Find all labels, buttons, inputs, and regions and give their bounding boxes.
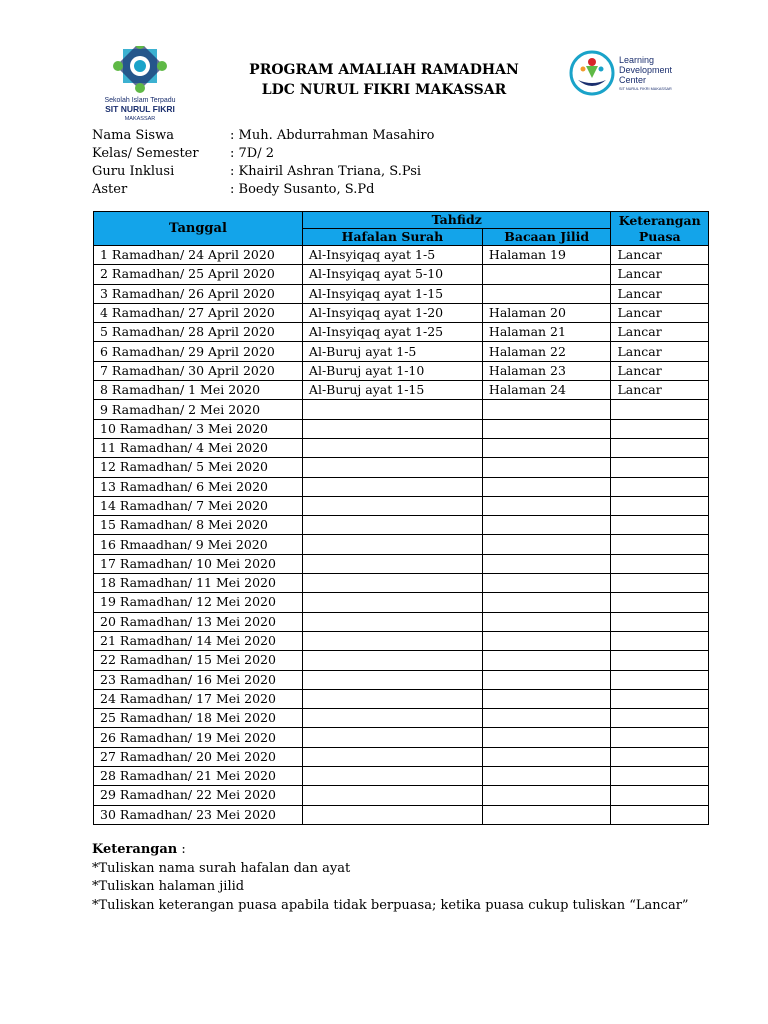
info-value: : 7D/ 2 (230, 145, 274, 163)
table-row (94, 535, 709, 554)
cell-hafalan (302, 689, 482, 708)
cell-hafalan: Al-Buruj ayat 1-5 (302, 342, 482, 361)
cell-tanggal: 2 Ramadhan/ 25 April 2020 (94, 265, 303, 284)
cell-tanggal: 22 Ramadhan/ 15 Mei 2020 (94, 651, 303, 670)
cell-keterangan (611, 400, 709, 419)
cell-hafalan (302, 477, 482, 496)
cell-keterangan: Lancar (611, 381, 709, 400)
cell-keterangan: Lancar (611, 303, 709, 322)
table-row (94, 265, 709, 284)
info-value: : Khairil Ashran Triana, S.Psi (230, 163, 421, 181)
cell-hafalan: Al-Buruj ayat 1-10 (302, 361, 482, 380)
info-value: : Muh. Abdurrahman Masahiro (230, 127, 434, 145)
cell-hafalan (302, 516, 482, 535)
cell-keterangan: Lancar (611, 342, 709, 361)
table-row (94, 670, 709, 689)
table-body (94, 246, 709, 825)
cell-jilid (482, 265, 611, 284)
cell-tanggal: 8 Ramadhan/ 1 Mei 2020 (94, 381, 303, 400)
table-row (94, 477, 709, 496)
table-row (94, 747, 709, 766)
cell-tanggal: 3 Ramadhan/ 26 April 2020 (94, 284, 303, 303)
title-line-1: PROGRAM AMALIAH RAMADHAN (249, 62, 519, 78)
cell-tanggal: 4 Ramadhan/ 27 April 2020 (94, 303, 303, 322)
info-label: Guru Inklusi (92, 164, 175, 179)
cell-hafalan: Al-Insyiqaq ayat 1-20 (302, 303, 482, 322)
cell-jilid (482, 767, 611, 786)
cell-keterangan (611, 612, 709, 631)
table-row (94, 709, 709, 728)
cell-tanggal: 13 Ramadhan/ 6 Mei 2020 (94, 477, 303, 496)
title-line-2: LDC NURUL FIKRI MAKASSAR (261, 82, 507, 98)
table-row (94, 342, 709, 361)
table-row (94, 767, 709, 786)
cell-jilid (482, 709, 611, 728)
cell-tanggal: 30 Ramadhan/ 23 Mei 2020 (94, 805, 303, 824)
cell-keterangan (611, 689, 709, 708)
info-label: Nama Siswa (92, 128, 174, 143)
student-info (92, 127, 434, 199)
cell-jilid (482, 593, 611, 612)
table-row (94, 728, 709, 747)
cell-hafalan (302, 747, 482, 766)
cell-tanggal: 21 Ramadhan/ 14 Mei 2020 (94, 631, 303, 650)
table-row (94, 689, 709, 708)
cell-hafalan (302, 631, 482, 650)
cell-tanggal: 11 Ramadhan/ 4 Mei 2020 (94, 438, 303, 457)
logo-right-word2: Development (619, 65, 673, 75)
table-row (94, 284, 709, 303)
table-row (94, 574, 709, 593)
cell-hafalan (302, 593, 482, 612)
table-row (94, 438, 709, 457)
cell-keterangan (611, 747, 709, 766)
table-row (94, 419, 709, 438)
cell-jilid (482, 574, 611, 593)
cell-hafalan (302, 400, 482, 419)
cell-keterangan: Lancar (611, 265, 709, 284)
cell-keterangan: Lancar (611, 284, 709, 303)
cell-jilid (482, 516, 611, 535)
cell-keterangan (611, 535, 709, 554)
cell-hafalan (302, 438, 482, 457)
cell-tanggal: 7 Ramadhan/ 30 April 2020 (94, 361, 303, 380)
document-title (0, 60, 768, 100)
table-row (94, 458, 709, 477)
cell-tanggal: 25 Ramadhan/ 18 Mei 2020 (94, 709, 303, 728)
cell-hafalan (302, 458, 482, 477)
cell-hafalan (302, 651, 482, 670)
info-row-nama (92, 127, 434, 145)
cell-jilid: Halaman 24 (482, 381, 611, 400)
cell-jilid (482, 400, 611, 419)
cell-keterangan (611, 554, 709, 573)
cell-jilid: Halaman 19 (482, 246, 611, 265)
cell-tanggal: 27 Ramadhan/ 20 Mei 2020 (94, 747, 303, 766)
cell-tanggal: 5 Ramadhan/ 28 April 2020 (94, 323, 303, 342)
cell-jilid (482, 631, 611, 650)
cell-jilid (482, 419, 611, 438)
cell-jilid (482, 554, 611, 573)
header-keterangan: Keterangan Puasa (611, 212, 709, 246)
cell-tanggal: 20 Ramadhan/ 13 Mei 2020 (94, 612, 303, 631)
note-item: *Tuliskan halaman jilid (92, 879, 245, 894)
cell-hafalan: Al-Insyiqaq ayat 1-25 (302, 323, 482, 342)
cell-tanggal: 19 Ramadhan/ 12 Mei 2020 (94, 593, 303, 612)
cell-hafalan (302, 786, 482, 805)
cell-keterangan: Lancar (611, 361, 709, 380)
cell-tanggal: 1 Ramadhan/ 24 April 2020 (94, 246, 303, 265)
table-row (94, 516, 709, 535)
cell-jilid (482, 496, 611, 515)
table-row (94, 593, 709, 612)
cell-hafalan (302, 535, 482, 554)
notes-title: Keterangan : (92, 841, 689, 860)
cell-hafalan: Al-Insyiqaq ayat 1-15 (302, 284, 482, 303)
cell-hafalan (302, 574, 482, 593)
cell-keterangan: Lancar (611, 323, 709, 342)
note-item: *Tuliskan nama surah hafalan dan ayat (92, 860, 351, 876)
info-row-guru (92, 163, 434, 181)
cell-hafalan (302, 805, 482, 824)
logo-right-word3: Center (619, 75, 647, 85)
table-row (94, 651, 709, 670)
table-row (94, 246, 709, 265)
cell-tanggal: 29 Ramadhan/ 22 Mei 2020 (94, 786, 303, 805)
cell-hafalan (302, 419, 482, 438)
logo-left-line1: Sekolah Islam Terpadu (104, 97, 176, 104)
cell-tanggal: 9 Ramadhan/ 2 Mei 2020 (94, 400, 303, 419)
table-row (94, 805, 709, 824)
cell-jilid (482, 747, 611, 766)
info-label: Kelas/ Semester (92, 146, 199, 161)
cell-hafalan: Al-Insyiqaq ayat 5-10 (302, 265, 482, 284)
cell-hafalan (302, 767, 482, 786)
table-row (94, 381, 709, 400)
cell-keterangan (611, 438, 709, 457)
cell-hafalan (302, 728, 482, 747)
table-row (94, 400, 709, 419)
cell-jilid (482, 438, 611, 457)
cell-jilid (482, 612, 611, 631)
cell-hafalan: Al-Buruj ayat 1-15 (302, 381, 482, 400)
cell-tanggal: 17 Ramadhan/ 10 Mei 2020 (94, 554, 303, 573)
table-row (94, 323, 709, 342)
cell-tanggal: 15 Ramadhan/ 8 Mei 2020 (94, 516, 303, 535)
header-jilid: Bacaan Jilid (482, 229, 611, 246)
cell-keterangan: Lancar (611, 246, 709, 265)
info-value: : Boedy Susanto, S.Pd (230, 181, 374, 199)
cell-jilid (482, 651, 611, 670)
cell-jilid (482, 535, 611, 554)
cell-jilid (482, 284, 611, 303)
cell-keterangan (611, 651, 709, 670)
cell-keterangan (611, 805, 709, 824)
table-row (94, 361, 709, 380)
cell-keterangan (611, 516, 709, 535)
cell-tanggal: 24 Ramadhan/ 17 Mei 2020 (94, 689, 303, 708)
cell-jilid (482, 786, 611, 805)
cell-tanggal: 12 Ramadhan/ 5 Mei 2020 (94, 458, 303, 477)
header-tahfidz: Tahfidz (302, 212, 611, 229)
cell-tanggal: 18 Ramadhan/ 11 Mei 2020 (94, 574, 303, 593)
table-row (94, 554, 709, 573)
cell-keterangan (611, 496, 709, 515)
cell-keterangan (611, 458, 709, 477)
info-row-kelas (92, 145, 434, 163)
cell-tanggal: 6 Ramadhan/ 29 April 2020 (94, 342, 303, 361)
table-row (94, 786, 709, 805)
cell-tanggal: 26 Ramadhan/ 19 Mei 2020 (94, 728, 303, 747)
logo-left-line3: MAKASSAR (124, 116, 156, 122)
logo-right-word1: Learning (619, 55, 655, 65)
cell-hafalan (302, 709, 482, 728)
cell-jilid: Halaman 20 (482, 303, 611, 322)
cell-keterangan (611, 670, 709, 689)
cell-hafalan (302, 612, 482, 631)
cell-hafalan (302, 670, 482, 689)
cell-keterangan (611, 786, 709, 805)
cell-jilid: Halaman 23 (482, 361, 611, 380)
header-hafalan: Hafalan Surah (302, 229, 482, 246)
logo-right-sub: SIT NURUL FIKRI MAKASSAR (619, 87, 672, 91)
cell-jilid (482, 670, 611, 689)
table-row (94, 303, 709, 322)
logo-left-line2: SIT NURUL FIKRI (105, 104, 175, 114)
cell-keterangan (611, 728, 709, 747)
ramadhan-table (93, 211, 709, 825)
cell-tanggal: 28 Ramadhan/ 21 Mei 2020 (94, 767, 303, 786)
header-tanggal: Tanggal (94, 212, 303, 246)
cell-keterangan (611, 709, 709, 728)
cell-keterangan (611, 631, 709, 650)
cell-jilid: Halaman 21 (482, 323, 611, 342)
cell-keterangan (611, 419, 709, 438)
info-row-aster (92, 181, 434, 199)
cell-tanggal: 16 Rmaadhan/ 9 Mei 2020 (94, 535, 303, 554)
table-row (94, 496, 709, 515)
cell-keterangan (611, 767, 709, 786)
info-label: Aster (92, 182, 128, 197)
cell-jilid (482, 728, 611, 747)
cell-hafalan (302, 554, 482, 573)
cell-hafalan: Al-Insyiqaq ayat 1-5 (302, 246, 482, 265)
cell-jilid (482, 689, 611, 708)
cell-jilid (482, 477, 611, 496)
cell-tanggal: 14 Ramadhan/ 7 Mei 2020 (94, 496, 303, 515)
table-row (94, 631, 709, 650)
table-row (94, 612, 709, 631)
cell-jilid: Halaman 22 (482, 342, 611, 361)
note-item: *Tuliskan keterangan puasa apabila tidak berpuasa; ketika puasa cukup tuliskan “Lancar” (92, 897, 689, 913)
cell-hafalan (302, 496, 482, 515)
cell-tanggal: 10 Ramadhan/ 3 Mei 2020 (94, 419, 303, 438)
cell-tanggal: 23 Ramadhan/ 16 Mei 2020 (94, 670, 303, 689)
cell-keterangan (611, 477, 709, 496)
cell-jilid (482, 805, 611, 824)
cell-keterangan (611, 593, 709, 612)
cell-keterangan (611, 574, 709, 593)
cell-jilid (482, 458, 611, 477)
notes (92, 841, 689, 915)
